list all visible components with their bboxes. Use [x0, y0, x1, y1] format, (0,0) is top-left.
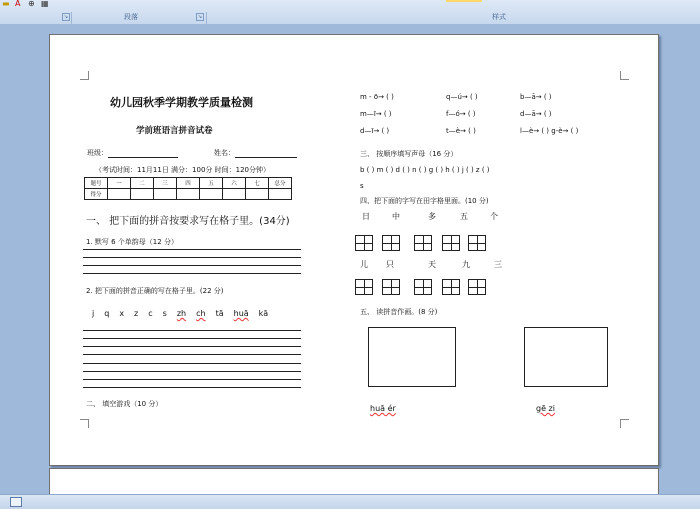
paragraph-dialog-launcher-icon[interactable]: ↘ — [63, 14, 69, 20]
initials-sequence-end: s — [360, 182, 364, 190]
pinyin-item: z — [134, 309, 139, 318]
crop-mark — [620, 419, 629, 428]
score-row-label: 得分 — [85, 189, 108, 200]
drawing-label-2: gē zi — [536, 404, 555, 413]
tianzige-box[interactable] — [442, 235, 460, 251]
character-label: 只 — [386, 260, 394, 269]
score-cell[interactable] — [223, 189, 246, 200]
score-header-cell: 三 — [154, 178, 177, 189]
format-brush-icon[interactable]: ▬ — [2, 0, 10, 8]
class-field[interactable] — [108, 157, 178, 158]
score-cell[interactable] — [108, 189, 131, 200]
spelling-item[interactable]: d—ī→ ( ) — [360, 127, 390, 135]
pinyin-item: zh — [176, 309, 187, 318]
table-icon[interactable]: ▦ — [41, 0, 49, 8]
pinyin-item: kā — [258, 309, 269, 318]
exam-info: （考试时间：11月11日 满分：100分 时间：120分钟） — [95, 166, 270, 174]
pinyin-item: huā — [233, 309, 249, 318]
pinyin-item: tā — [215, 309, 224, 318]
name-field[interactable] — [235, 157, 297, 158]
character-label: 天 — [428, 260, 436, 269]
pinyin-row — [92, 309, 268, 318]
ribbon-group-bar — [0, 12, 700, 24]
writing-lines[interactable] — [83, 249, 301, 274]
initials-sequence[interactable]: b ( ) m ( ) d ( ) n ( ) g ( ) h ( ) j ( ) z ( ) — [360, 166, 490, 174]
spelling-item[interactable]: f—ó→ ( ) — [446, 110, 476, 118]
score-header-cell: 题号 — [85, 178, 108, 189]
question-1-1: 1. 默写 6 个单韵母（12 分） — [86, 238, 178, 246]
character-label: 中 — [392, 212, 400, 221]
score-header-cell: 一 — [108, 178, 131, 189]
ribbon-separator — [71, 12, 72, 24]
tianzige-box[interactable] — [468, 279, 486, 295]
character-label: 日 — [362, 212, 370, 221]
crop-mark — [620, 71, 629, 80]
question-3-heading: 三、 按顺序填写声母（16 分） — [360, 150, 458, 158]
score-cell[interactable] — [269, 189, 292, 200]
crop-mark — [80, 419, 89, 428]
group-label-styles: 样式 — [492, 13, 506, 21]
drawing-box-1[interactable] — [368, 327, 456, 387]
ribbon-toolbar — [2, 0, 50, 10]
score-cell[interactable] — [177, 189, 200, 200]
exam-subtitle: 学前班语言拼音试卷 — [136, 126, 213, 136]
question-4-heading: 四、把下面的字写在田字格里面。(10 分) — [360, 197, 489, 205]
style-gallery-selected[interactable] — [446, 0, 482, 2]
character-label: 多 — [428, 212, 436, 221]
character-label: 三 — [494, 260, 502, 269]
character-label: 儿 — [360, 260, 368, 269]
document-page[interactable] — [49, 34, 659, 466]
score-header-cell: 五 — [200, 178, 223, 189]
character-label: 个 — [490, 212, 498, 221]
exam-title: 幼儿园秋季学期教学质量检测 — [110, 96, 253, 109]
score-cell[interactable] — [131, 189, 154, 200]
score-header-cell: 四 — [177, 178, 200, 189]
tianzige-box[interactable] — [355, 279, 373, 295]
question-2-heading: 二、 填空游戏（10 分） — [86, 400, 163, 408]
ribbon-separator — [206, 12, 207, 24]
class-label: 班级： — [87, 148, 178, 158]
question-1-2: 2. 把下面的拼音正确的写在格子里。(22 分) — [86, 287, 224, 295]
score-header-cell: 二 — [131, 178, 154, 189]
paragraph-launcher-icon[interactable]: ↘ — [197, 14, 203, 20]
pinyin-item: c — [148, 309, 153, 318]
crop-mark — [80, 71, 89, 80]
score-cell[interactable] — [200, 189, 223, 200]
drawing-label-1: huā ér — [370, 404, 396, 413]
tianzige-box[interactable] — [414, 279, 432, 295]
writing-lines[interactable] — [83, 363, 301, 388]
spelling-item[interactable]: d—ā→ ( ) — [520, 110, 552, 118]
score-cell[interactable] — [246, 189, 269, 200]
pinyin-item: q — [104, 309, 110, 318]
tianzige-box[interactable] — [382, 235, 400, 251]
insert-symbol-icon[interactable]: ⊕ — [28, 0, 35, 8]
tianzige-box[interactable] — [382, 279, 400, 295]
score-table — [84, 177, 292, 200]
pinyin-item: s — [162, 309, 167, 318]
tianzige-box[interactable] — [442, 279, 460, 295]
tianzige-box[interactable] — [355, 235, 373, 251]
character-label: 九 — [462, 260, 470, 269]
spelling-item[interactable]: l—è→ ( ) g-è→ ( ) — [520, 127, 579, 135]
score-cell[interactable] — [154, 189, 177, 200]
tianzige-box[interactable] — [414, 235, 432, 251]
spelling-item[interactable]: t—è→ ( ) — [446, 127, 476, 135]
spelling-item[interactable]: q—ú→ ( ) — [446, 93, 478, 101]
pinyin-item: ch — [196, 309, 206, 318]
score-header-cell: 六 — [223, 178, 246, 189]
character-label: 五 — [460, 212, 468, 221]
spelling-item[interactable]: b—ā→ ( ) — [520, 93, 552, 101]
drawing-box-2[interactable] — [524, 327, 608, 387]
ribbon — [0, 0, 700, 25]
score-header-cell: 七 — [246, 178, 269, 189]
document-workspace[interactable] — [0, 24, 700, 494]
name-label: 姓名： — [214, 148, 297, 158]
question-1-heading: 一、 把下面的拼音按要求写在格子里。(34分) — [86, 216, 290, 227]
tianzige-box[interactable] — [468, 235, 486, 251]
status-bar — [0, 494, 700, 509]
page-view-icon[interactable] — [10, 497, 22, 507]
spelling-item[interactable]: m - ō→ ( ) — [360, 93, 394, 101]
question-5-heading: 五、 读拼音作画。(8 分) — [360, 308, 438, 316]
spelling-item[interactable]: m—ī→ ( ) — [360, 110, 392, 118]
pinyin-item: x — [119, 309, 125, 318]
score-header-cell: 总分 — [269, 178, 292, 189]
group-label-paragraph: 段落 — [124, 13, 138, 21]
writing-lines[interactable] — [83, 330, 301, 355]
pinyin-item: j — [92, 309, 95, 318]
font-color-icon[interactable]: A — [15, 0, 21, 8]
